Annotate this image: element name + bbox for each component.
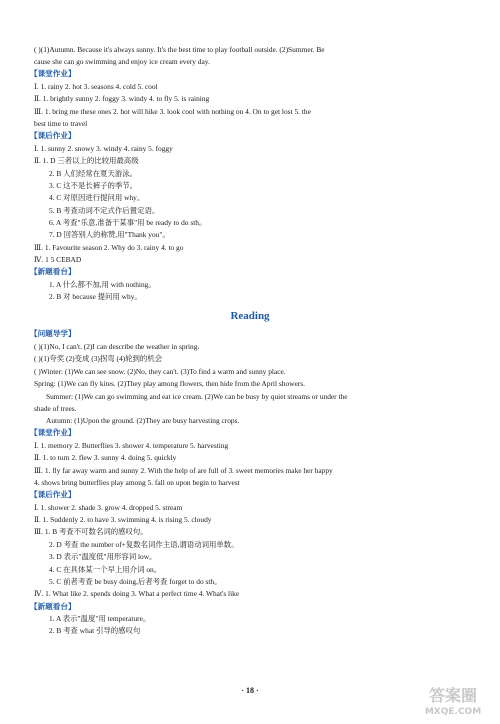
answer-line: Ⅲ. 1. bring me these ones 2. hot will hike 3. look cool with nothing on 4. On to get lost 5. the [34, 107, 311, 116]
section-heading: 【课后作业】 [30, 131, 76, 140]
section-heading: 【课后作业】 [30, 490, 76, 499]
answer-line: Summer: (1)We can go swimming and eat ice cream. (2)We can be busy by quiet streams or under the [46, 392, 348, 401]
answer-line: Ⅰ. 1. shower 2. shade 3. grow 4. dropped 5. stream [34, 503, 183, 512]
answer-line: Ⅱ. 1. Suddenly 2. to have 3. swimming 4. is rising 5. cloudy [34, 515, 212, 524]
answer-line: 6. A 考查"乐意,准备干某事"用 be ready to do sth。 [49, 218, 207, 227]
watermark-line2: MXQE.COM [424, 707, 482, 717]
section-heading: 【课堂作业】 [30, 69, 76, 78]
answer-line: cause she can go swimming and enjoy ice cream every day. [34, 57, 210, 66]
section-title: Reading [230, 310, 270, 322]
answer-line: 1. A 表示"温度"用 temperature。 [49, 614, 151, 623]
page-number: · 18 · [241, 686, 259, 695]
answer-line: Autumn: (1)Upon the ground. (2)They are busy harvesting crops. [46, 416, 240, 425]
answer-line: 2. D 考查 the number of+复数名词作主语,谓语动词用单数。 [49, 540, 239, 549]
answer-line: ( )(1)夸奖 (2)变成 (3)拐弯 (4)轮到的机会 [34, 354, 163, 363]
section-heading: 【问题导学】 [30, 329, 76, 338]
answer-line: Ⅲ. 1. B 考查不可数名词的感叹句。 [34, 527, 148, 536]
answer-line: shade of trees. [34, 404, 77, 413]
answer-line: 4. C 对原因进行提问用 why。 [49, 193, 145, 202]
section-heading: 【课堂作业】 [30, 428, 76, 437]
answer-line: ( )(1)Autumn. Because it's always sunny. It's the best time to play football outside. (2)Summer. Be [34, 45, 325, 54]
answer-line: 5. C 前者考查 be busy doing,后者考查 forget to do sth。 [49, 577, 222, 586]
answer-line: 5. B 考查动词不定式作后置定语。 [49, 206, 160, 215]
answer-line: 2. B 考查 what 引导的感叹句 [49, 626, 141, 635]
answer-line: 7. D 回答别人的称赞,用"Thank you"。 [49, 230, 170, 239]
watermark-line1: 答案圈 [428, 686, 478, 705]
answer-line: 4. shows bring butterflies play among 5. fall on upon begin to harvest [34, 478, 240, 487]
answer-line: Ⅰ. 1. sunny 2. snowy 3. windy 4. rainy 5. foggy [34, 144, 173, 153]
answer-line: 2. B 人们经常在夏天游泳。 [49, 169, 138, 178]
answer-line: 3. C 这不是长裤子的季节。 [49, 181, 138, 190]
watermark-logo [414, 684, 492, 718]
answer-line: Ⅳ. 1. What like 2. spends doing 3. What a perfect time 4. What's like [34, 589, 240, 598]
answer-line: Ⅲ. 1. fly far away warm and sunny 2. With the help of are full of 3. sweet memories make her happy [34, 466, 333, 475]
answer-line: 1. A 什么都不加,用 with nothing。 [49, 280, 156, 289]
answer-line: best time to travel [34, 119, 88, 128]
answer-line: Ⅲ. 1. Favourite season 2. Why do 3. rainy 4. to go [34, 243, 184, 252]
answer-line: Ⅳ. 1 5 CEBAD [34, 255, 82, 264]
answer-line: Ⅱ. 1. D 三者以上的比较用最高级 [34, 156, 139, 165]
section-heading: 【新题看台】 [30, 267, 76, 276]
answer-line: 4. C 在具体某一个早上用介词 on。 [49, 565, 162, 574]
answer-line: ( )Winter: (1)We can see snow. (2)No, they can't. (3)To find a warm and sunny place. [34, 367, 286, 376]
answer-line: ( )(1)No, I can't. (2)I can describe the weather in spring. [34, 342, 200, 351]
answer-line: 2. B 对 because 提问用 why。 [49, 292, 142, 301]
section-heading: 【新题看台】 [30, 602, 76, 611]
answer-line: Spring: (1)We can fly kites. (2)They play among flowers, then hide from the April showers. [34, 379, 305, 388]
answer-line: Ⅰ. 1. memory 2. Butterflies 3. shower 4. temperature 5. harvesting [34, 441, 229, 450]
answer-line: Ⅱ. 1. brightly sunny 2. foggy 3. windy 4. to fly 5. is raining [34, 94, 210, 103]
answer-line: 3. D 表示"温度低"用形容词 low。 [49, 552, 157, 561]
answer-line: Ⅰ. 1. rainy 2. hot 3. seasons 4. cold 5. cool [34, 82, 158, 91]
answer-line: Ⅱ. 1. to turn 2. flew 3. sunny 4. doing 5. quickly [34, 453, 177, 462]
